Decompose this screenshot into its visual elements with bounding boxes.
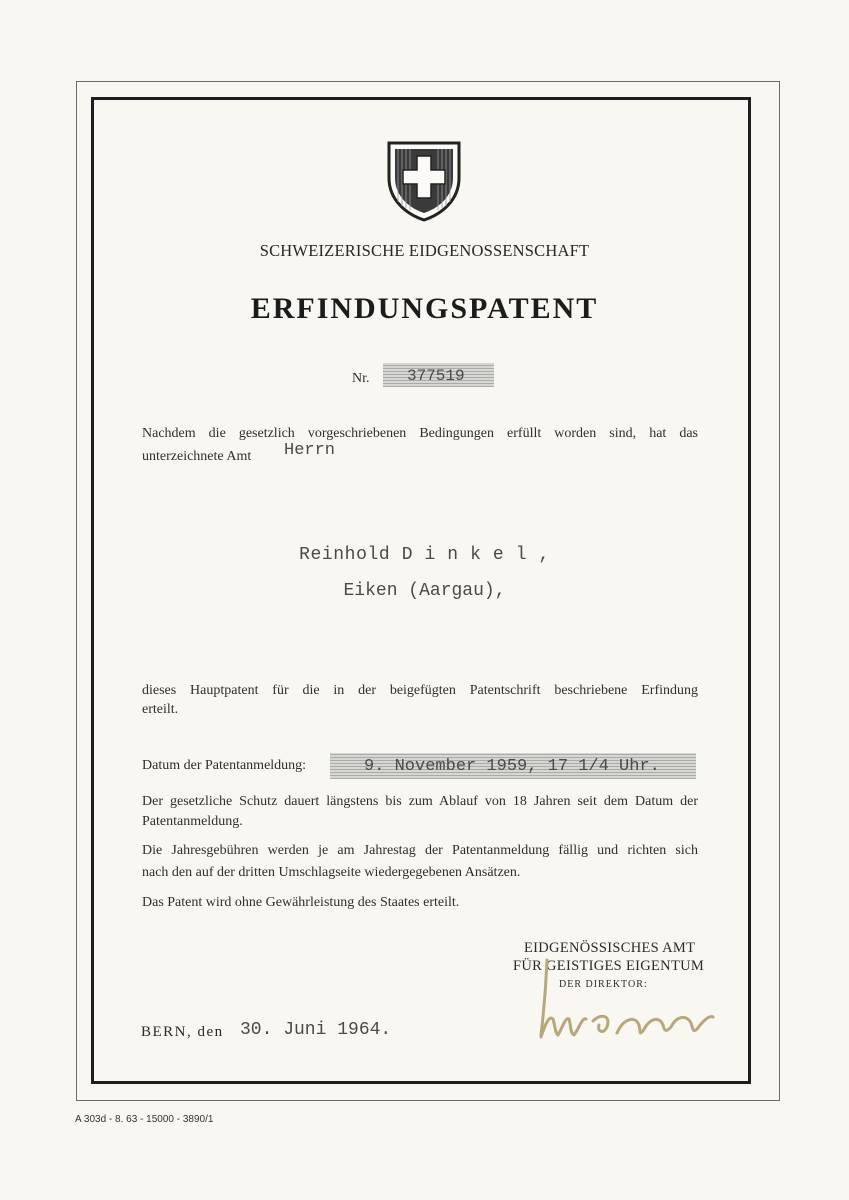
patent-number-value: 377519 — [383, 363, 494, 387]
intro-text-line-1: Nachdem die gesetzlich vorgeschriebenen Bedingungen erfüllt worden sind, hat das — [142, 426, 698, 441]
holder-name: Reinhold D i n k e l , — [299, 545, 550, 565]
office-name-line-1: EIDGENÖSSISCHES AMT — [524, 940, 696, 956]
fees-text-line-1: Die Jahresgebühren werden je am Jahrestag der Patentanmeldung fällig und richten sich — [142, 843, 698, 858]
country-heading: SCHWEIZERISCHE EIDGENOSSENSCHAFT — [259, 241, 590, 260]
swiss-cross-crest-icon — [386, 140, 462, 222]
patent-number-label: Nr. — [352, 371, 370, 386]
filing-date-value: 9. November 1959, 17 1/4 Uhr. — [330, 753, 696, 779]
salutation-typed: Herrn — [284, 441, 336, 460]
protection-text-line-2: Patentanmeldung. — [142, 814, 243, 829]
protection-text-line-1: Der gesetzliche Schutz dauert längstens bis zum Ablauf von 18 Jahren seit dem Datum der — [142, 794, 698, 809]
grant-text-line-1: dieses Hauptpatent für die in der beigefügten Patentschrift beschriebene Erfindung — [142, 683, 698, 698]
fees-text-line-2: nach den auf der dritten Umschlagseite wiedergegebenen Ansätzen. — [142, 865, 521, 880]
document-title: ERFINDUNGSPATENT — [250, 292, 599, 325]
issue-date: 30. Juni 1964. — [240, 1020, 392, 1040]
director-signature — [527, 955, 727, 1047]
director-label: DER DIREKTOR: — [559, 979, 648, 990]
grant-text-line-2: erteilt. — [142, 702, 179, 717]
warranty-text: Das Patent wird ohne Gewährleistung des Staates erteilt. — [142, 895, 460, 910]
form-code: A 303d - 8. 63 - 15000 - 3890/1 — [75, 1114, 214, 1125]
filing-date-label: Datum der Patentanmeldung: — [142, 758, 307, 773]
intro-text-line-2: unterzeichnete Amt — [142, 449, 252, 464]
place-label: BERN, den — [141, 1024, 224, 1040]
holder-place: Eiken (Aargau), — [343, 581, 506, 601]
office-name-line-2: FÜR GEISTIGES EIGENTUM — [513, 958, 705, 974]
